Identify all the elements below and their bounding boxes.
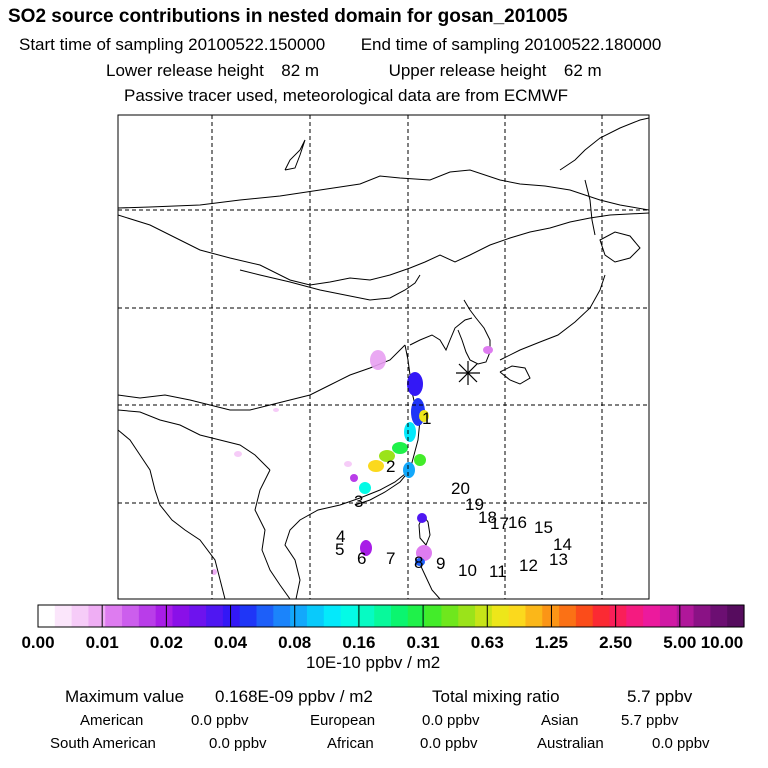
total-mixing-label: Total mixing ratio <box>432 687 560 706</box>
source-region-label: 10 <box>458 561 477 580</box>
colorbar-segment <box>559 605 576 627</box>
source-region-label: 4 <box>336 527 346 546</box>
colorbar-segment <box>273 605 290 627</box>
colorbar-segment <box>55 605 72 627</box>
colorbar-tick-label: 0.08 <box>278 633 312 652</box>
region-american-value: 0.0 ppbv <box>191 712 249 729</box>
colorbar-segment <box>189 605 206 627</box>
source-region-label: 12 <box>519 556 538 575</box>
colorbar-segment <box>610 605 627 627</box>
source-region-label: 5 <box>335 540 345 559</box>
source-region-label: 15 <box>534 518 553 537</box>
colorbar-segment <box>391 605 408 627</box>
colorbar-tick-label: 0.00 <box>21 633 55 652</box>
colorbar-segment <box>525 605 542 627</box>
source-region-label: 14 <box>553 535 572 554</box>
source-region-label: 8 <box>414 553 424 572</box>
max-value-label: Maximum value <box>65 687 185 706</box>
colorbar-tick-label: 10.00 <box>700 633 744 652</box>
colorbar-tick-label: 0.04 <box>213 633 248 652</box>
region-australian-value: 0.0 ppbv <box>652 735 710 752</box>
colorbar-tick-label: 0.01 <box>85 633 119 652</box>
upper-height-label: Upper release height <box>388 61 547 80</box>
end-time-value: 20100522.180000 <box>524 35 662 54</box>
colorbar-tick-label: 0.16 <box>342 633 376 652</box>
colorbar-segment <box>341 605 358 627</box>
source-region-label: 20 <box>451 479 470 498</box>
source-region-label: 13 <box>549 550 568 569</box>
colorbar-tick-label: 0.31 <box>406 633 440 652</box>
source-region-label: 6 <box>357 549 367 568</box>
colorbar-segment <box>727 605 744 627</box>
colorbar-segment <box>425 605 442 627</box>
region-australian-label: Australian <box>537 735 604 752</box>
region-asian-label: Asian <box>541 712 579 729</box>
colorbar-segment <box>626 605 643 627</box>
colorbar-segment <box>374 605 391 627</box>
colorbar-segment <box>593 605 610 627</box>
total-mixing-value: 5.7 ppbv <box>627 687 693 706</box>
colorbar-segment <box>139 605 156 627</box>
lower-height-label: Lower release height <box>106 61 264 80</box>
colorbar-unit: 10E-10 ppbv / m2 <box>306 653 441 672</box>
colorbar-segment <box>475 605 492 627</box>
region-south-american-label: South American <box>50 735 156 752</box>
tracer-note: Passive tracer used, meteorological data are from ECMWF <box>124 86 569 105</box>
colorbar-tick-label: 0.63 <box>470 633 504 652</box>
colorbar-segment <box>492 605 509 627</box>
colorbar-segment <box>643 605 660 627</box>
source-region-label: 1 <box>422 409 432 428</box>
colorbar-segment <box>105 605 122 627</box>
colorbar-segment <box>156 605 173 627</box>
colorbar-segment <box>307 605 324 627</box>
source-region-label: 9 <box>436 554 446 573</box>
colorbar-segment <box>172 605 189 627</box>
region-european-label: European <box>310 712 376 729</box>
lower-height-value: 82 m <box>281 61 320 80</box>
colorbar-segment <box>206 605 223 627</box>
source-region-label: 18 <box>478 508 497 527</box>
max-value: 0.168E-09 ppbv / m2 <box>215 687 373 706</box>
colorbar-segment <box>122 605 139 627</box>
source-region-label: 7 <box>386 549 396 568</box>
region-african-label: African <box>327 735 374 752</box>
source-region-label: 19 <box>465 495 484 514</box>
colorbar-segment <box>88 605 105 627</box>
colorbar-segment <box>324 605 341 627</box>
upper-height-value: 62 m <box>563 61 602 80</box>
colorbar-segment <box>576 605 593 627</box>
colorbar-segment <box>509 605 526 627</box>
region-asian-value: 5.7 ppbv <box>621 712 679 729</box>
colorbar-tick-label: 5.00 <box>663 633 697 652</box>
start-time-value: 20100522.150000 <box>188 35 326 54</box>
plot-title: SO2 source contributions in nested domain for gosan_201005 <box>8 6 568 27</box>
source-region-label: 2 <box>386 457 396 476</box>
colorbar-segment <box>223 605 240 627</box>
colorbar-segment <box>257 605 274 627</box>
source-region-label: 3 <box>354 492 364 511</box>
colorbar-segment <box>72 605 89 627</box>
colorbar-segment <box>694 605 711 627</box>
start-time-label: Start time of sampling <box>19 35 184 54</box>
colorbar-segment <box>441 605 458 627</box>
colorbar-segment <box>38 605 55 627</box>
colorbar-segment <box>240 605 257 627</box>
source-region-label: 17 <box>490 514 509 533</box>
region-american-label: American <box>80 712 144 729</box>
colorbar-tick-label: 2.50 <box>599 633 633 652</box>
source-region-label: 16 <box>508 513 527 532</box>
colorbar-segment <box>458 605 475 627</box>
colorbar-segment <box>357 605 374 627</box>
region-south-american-value: 0.0 ppbv <box>209 735 267 752</box>
colorbar-segment <box>290 605 307 627</box>
region-european-value: 0.0 ppbv <box>422 712 480 729</box>
colorbar-tick-label: 0.02 <box>149 633 183 652</box>
source-region-label: 11 <box>489 562 507 581</box>
region-african-value: 0.0 ppbv <box>420 735 478 752</box>
colorbar-segment <box>660 605 677 627</box>
end-time-label: End time of sampling <box>360 35 520 54</box>
colorbar-segment <box>710 605 727 627</box>
colorbar-tick-label: 1.25 <box>534 633 569 652</box>
